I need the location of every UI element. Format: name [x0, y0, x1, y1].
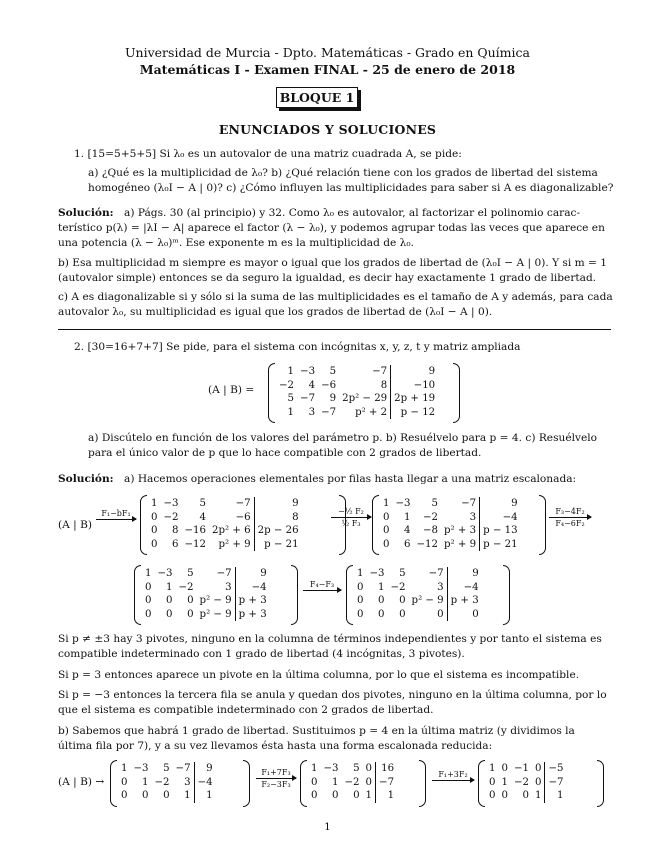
matrix-cell: −2 — [279, 379, 295, 391]
matrix-cell: 9 — [329, 393, 337, 404]
matrix-cell: 0 — [489, 790, 496, 801]
matrix-cell: −3 — [163, 498, 179, 509]
section-title: ENUNCIADOS Y SOLUCIONES — [218, 122, 437, 137]
matrix-cell: 2p + 19 — [391, 392, 438, 406]
matrix-cell: p² − 9 — [411, 595, 444, 606]
matrix-cell: 0 — [365, 776, 373, 788]
matrix-cell: 1 — [184, 790, 191, 801]
matrix-cell: 0 — [151, 511, 158, 523]
matrix-cell: 0 — [166, 608, 173, 620]
q2-matrix — [268, 363, 460, 421]
matrix-cell: 1 — [378, 581, 385, 593]
matrix-cell: −6 — [235, 511, 251, 523]
matrix-step-1 — [140, 495, 346, 553]
matrix-cell: −3 — [323, 763, 339, 774]
matrix-cell: 1 — [489, 763, 496, 774]
matrix-cell: p − 21 — [254, 538, 301, 552]
matrix-cell: p + 3 — [235, 608, 270, 622]
matrix-cell: 2p² + 6 — [212, 525, 251, 536]
matrix-cell: 0 — [166, 595, 173, 606]
case3-line1: Si p = −3 entonces la tercera fila se anula y quedan dos pivotes, ninguno en la última columna, por lo — [58, 689, 607, 701]
university-header: Universidad de Murcia - Dpto. Matemáticas - Grado en Química — [125, 45, 530, 60]
matrix-cell: 8 — [172, 525, 179, 536]
matrix-cell: 1 — [287, 406, 295, 418]
q2-sol-intro: a) Hacemos operaciones elementales por filas hasta llegar a una matriz escalonada: — [124, 473, 577, 485]
matrix-cell: 0 — [145, 595, 152, 606]
matrix-cell: −7 — [372, 366, 388, 377]
partb-line2: última fila por 7), y a su vez llevamos ésta hasta una forma escalonada reducida: — [58, 740, 493, 752]
matrix-row — [276, 392, 438, 406]
matrix-cell: 1 — [151, 498, 158, 509]
q2-parts-line2: para el único valor de p que lo hace compatible con 2 grados de libertad. — [88, 447, 482, 459]
matrix-cell: 0 — [151, 538, 158, 550]
matrix-cell: 1 — [194, 789, 216, 803]
matrix-cell: 0 — [311, 790, 318, 801]
matrix-cell: 0 — [145, 581, 152, 593]
matrix-cell: 1 — [376, 789, 398, 803]
matrix-row — [354, 581, 482, 595]
matrix-cell: 1 — [311, 763, 318, 774]
q1-parts-line2: homogéneo (λ₀I − A | 0)? c) ¿Cómo influyen las multiplicidades para saber si A es diagonalizable? — [88, 182, 614, 194]
q2-step-label: (A | B) — [58, 519, 93, 531]
matrix-cell: p² + 2 — [355, 406, 388, 418]
matrix-cell: p² + 9 — [218, 538, 251, 550]
matrix-cell: −7 — [461, 498, 477, 509]
matrix-row — [276, 365, 438, 379]
matrix-cell: p + 3 — [235, 594, 270, 608]
matrix-row — [380, 524, 521, 538]
matrix-cell: −3 — [157, 568, 173, 579]
op-arrow-4: F₄−F₃ — [303, 580, 341, 592]
matrix-cell: 0 — [501, 790, 508, 801]
matrix-cell: −4 — [235, 581, 270, 595]
matrix-cell: 1 — [357, 568, 364, 579]
q1-sol-a-line1: a) Págs. 30 (al principio) y 32. Como λ₀ es autovalor, al factorizar el polinomio carac- — [124, 207, 581, 219]
matrix-row — [308, 776, 397, 790]
matrix-cell: 0 — [399, 608, 406, 620]
matrix-row — [354, 567, 482, 581]
q2-statement: 2. [30=16+7+7] Se pide, para el sistema con incógnitas x, y, z, t y matriz ampliada — [74, 341, 521, 353]
matrix-cell: p − 13 — [480, 524, 521, 538]
q1-parts-line1: a) ¿Qué es la multiplicidad de λ₀? b) ¿Qué relación tiene con los grados de libertad del sistema — [88, 167, 598, 179]
matrix-cell: 1 — [535, 790, 542, 801]
matrix-cell: 0 — [311, 776, 318, 788]
matrix-cell: −4 — [480, 511, 521, 525]
matrix-cell: 0 — [145, 608, 152, 620]
matrix-cell: 3 — [308, 406, 316, 418]
matrix-cell: 4 — [308, 379, 316, 391]
matrix-cell: 1 — [166, 581, 173, 593]
matrix-row — [118, 776, 216, 790]
matrix-cell: −7 — [235, 498, 251, 509]
case1-line1: Si p ≠ ±3 hay 3 pivotes, ninguno en la columna de términos independientes y por tanto el sistema es — [58, 633, 602, 645]
matrix-cell: 1 — [332, 776, 339, 788]
matrix-cell: 0 — [121, 776, 128, 788]
matrix-cell: 0 — [163, 790, 170, 801]
matrix-cell: −1 — [513, 763, 529, 774]
matrix-cell: 3 — [437, 581, 444, 593]
matrix-cell: −12 — [416, 538, 439, 550]
q1-statement: 1. [15=5+5+5] Si λ₀ es un autovalor de una matriz cuadrada A, se pide: — [74, 148, 462, 160]
matrix-cell: 6 — [404, 538, 411, 550]
matrix-cell: p − 21 — [480, 538, 521, 552]
matrix-cell: 0 — [151, 525, 158, 536]
matrix-cell: 5 — [399, 568, 406, 579]
matrix-cell: 0 — [399, 595, 406, 606]
matrix-cell: −10 — [391, 379, 438, 393]
matrix-cell: 9 — [447, 567, 482, 581]
matrix-cell: 0 — [489, 776, 496, 788]
matrix-row — [354, 608, 482, 622]
matrix-cell: 0 — [447, 608, 482, 622]
partb-line1: b) Sabemos que habrá 1 grado de libertad. Sustituimos p = 4 en la última matriz (y dividimos la — [58, 725, 575, 737]
matrix-cell: 1 — [501, 776, 508, 788]
matrix-cell: 5 — [329, 366, 337, 377]
q1-sol-b-line2: (autovalor simple) entonces se da seguro la igualdad, es decir hay exactamente 1 grado de libertad. — [58, 272, 597, 284]
matrix-cell: p² + 3 — [444, 525, 477, 536]
matrix-cell: 0 — [353, 790, 360, 801]
matrix-row — [142, 594, 270, 608]
matrix-cell: 1 — [365, 790, 373, 801]
q1-sol-a-line3: una potencia (λ − λ₀)ᵐ. Ese exponente m es la multiplicidad de λ₀. — [58, 237, 414, 249]
matrix-cell: −12 — [184, 538, 207, 550]
exam-title: Matemáticas I - Examen FINAL - 25 de enero de 2018 — [139, 62, 516, 77]
matrix-cell: −3 — [395, 498, 411, 509]
matrix-cell: −4 — [447, 581, 482, 595]
matrix-cell: −7 — [428, 568, 444, 579]
matrix-cell: 9 — [235, 567, 270, 581]
matrix-row — [118, 789, 216, 803]
matrix-cell: 1 — [404, 511, 411, 523]
matrix-row — [118, 762, 216, 776]
matrix-cell: 0 — [332, 790, 339, 801]
matrix-row — [308, 762, 397, 776]
matrix-cell: 0 — [501, 763, 508, 774]
matrix-cell: 2p − 26 — [254, 524, 301, 538]
matrix-cell: 0 — [378, 595, 385, 606]
matrix-cell: p + 3 — [447, 594, 482, 608]
matrix-cell: −2 — [178, 581, 194, 593]
matrix-cell: 0 — [383, 511, 390, 523]
matrix-cell: −16 — [184, 525, 207, 536]
matrix-cell: 1 — [287, 366, 295, 377]
q1-sol-c-line1: c) A es diagonalizable si y sólo si la suma de las multiplicidades es el tamaño de A y además, para cada — [58, 291, 613, 303]
matrix-row — [148, 538, 302, 552]
matrix-cell: 0 — [522, 790, 529, 801]
matrix-cell: 5 — [353, 763, 360, 774]
matrix-cell: −2 — [422, 511, 439, 523]
matrix-row — [276, 379, 438, 393]
matrix-cell: 5 — [431, 498, 439, 509]
case3-line2: que el sistema es compatible indeterminado con 2 grados de libertad. — [58, 704, 434, 716]
partb-label: (A | B) → — [58, 776, 105, 788]
matrix-cell: 0 — [357, 581, 364, 593]
matrix-cell: 0 — [383, 525, 390, 536]
matrix-row — [486, 776, 567, 790]
matrix-cell: 3 — [469, 511, 477, 523]
matrix-cell: 8 — [254, 511, 301, 525]
q2-matrix-label: (A | B) = — [208, 384, 255, 396]
matrix-cell: 5 — [187, 568, 194, 579]
matrix-row — [142, 581, 270, 595]
matrix-row — [380, 511, 521, 525]
matrix-cell: −3 — [369, 568, 385, 579]
matrix-cell: −2 — [163, 511, 179, 523]
matrix-step-3 — [134, 565, 298, 623]
matrix-cell: p² − 9 — [199, 595, 232, 606]
matrix-cell: 0 — [187, 608, 194, 620]
matrix-cell: 9 — [480, 497, 521, 511]
matrix-cell: p − 12 — [391, 406, 438, 420]
matrix-cell: p² − 9 — [199, 608, 232, 620]
matrix-cell: −2 — [390, 581, 406, 593]
matrix-cell: 0 — [437, 608, 444, 620]
matrix-row — [380, 497, 521, 511]
matrix-cell: 0 — [378, 608, 385, 620]
matrix-cell: 3 — [225, 581, 232, 593]
q1-sol-a-line2: terístico p(λ) = |λI − A| aparece el factor (λ − λ₀), y podemos agrupar todas las veces que aparece en — [58, 222, 605, 234]
matrix-step-4 — [346, 565, 510, 623]
matrix-cell: −3 — [133, 763, 149, 774]
matrix-cell: 4 — [404, 525, 411, 536]
matrix-row — [486, 762, 567, 776]
matrix-cell: 9 — [254, 497, 301, 511]
matrix-cell: p² + 9 — [444, 538, 477, 550]
matrix-cell: 6 — [172, 538, 179, 550]
matrix-cell: −7 — [321, 406, 337, 418]
matrix-cell: 0 — [142, 790, 149, 801]
matrix-cell: 1 — [142, 776, 149, 788]
matrix-row — [380, 538, 521, 552]
op-arrow-b2: F₁+3F₂ — [432, 770, 474, 782]
matrix-cell: 2p² − 29 — [342, 393, 388, 404]
q1-sol-c-line2: autovalor λ₀, su multiplicidad es igual que los grados de libertad de (λ₀I − A | 0). — [58, 306, 493, 318]
matrix-row — [148, 511, 302, 525]
matrix-cell: 0 — [365, 763, 373, 774]
q1-sol-b-line1: b) Esa multiplicidad m siempre es mayor o igual que los grados de libertad de (λ₀I − A | 0). Y si m = 1 — [58, 257, 608, 269]
q2-solution-label: Solución: — [58, 473, 114, 485]
matrix-row — [354, 594, 482, 608]
matrix-row — [148, 524, 302, 538]
case1-line2: compatible indeterminado con 1 grado de libertad (4 incógnitas, 3 pivotes). — [58, 648, 465, 660]
matrix-cell: 1 — [121, 763, 128, 774]
matrix-cell: 8 — [380, 379, 388, 391]
matrix-row — [148, 497, 302, 511]
matrix-cell: 0 — [383, 538, 390, 550]
matrix-row — [142, 608, 270, 622]
matrix-cell: 0 — [187, 595, 194, 606]
matrix-cell: 0 — [357, 595, 364, 606]
matrix-cell: 5 — [199, 498, 207, 509]
op-arrow-1: F₁−bF₁ — [96, 509, 136, 521]
matrix-cell: 1 — [145, 568, 152, 579]
op-arrow-3: F₃−4F₂ F₄−6F₂ — [549, 507, 591, 528]
matrix-cell: −7 — [545, 776, 567, 790]
bloque-box: BLOQUE 1 — [276, 87, 358, 108]
matrix-step-2 — [372, 495, 546, 553]
matrix-cell: −7 — [175, 763, 191, 774]
matrix-cell: −5 — [545, 762, 567, 776]
matrix-cell: −8 — [422, 525, 439, 536]
matrix-cell: 0 — [357, 608, 364, 620]
matrix-cell: 4 — [199, 511, 207, 523]
matrix-row — [308, 789, 397, 803]
matrix-cell: 1 — [383, 498, 390, 509]
matrix-cell: 0 — [535, 776, 542, 788]
matrix-cell: −7 — [216, 568, 232, 579]
matrix-row — [276, 406, 438, 420]
matrix-cell: 5 — [163, 763, 170, 774]
page-number: 1 — [324, 821, 331, 833]
op-arrow-2: −½ F₂ ½ F₃ — [331, 507, 371, 528]
matrix-cell: −2 — [344, 776, 360, 788]
case2: Si p = 3 entonces aparece un pivote en la última columna, por lo que el sistema es incompatible. — [58, 669, 580, 681]
matrix-cell: 1 — [545, 789, 567, 803]
matrix-cell: −4 — [194, 776, 216, 790]
matrix-row — [486, 789, 567, 803]
matrix-cell: 5 — [287, 393, 295, 404]
matrix-cell: 0 — [121, 790, 128, 801]
matrix-cell: 0 — [535, 763, 542, 774]
op-arrow-b1: F₁+7F₃ F₂−3F₃ — [256, 768, 296, 789]
matrix-cell: 9 — [391, 365, 438, 379]
q1-solution-label: Solución: — [58, 207, 114, 219]
matrix-cell: −6 — [321, 379, 337, 391]
matrix-cell: 16 — [376, 762, 398, 776]
matrix-cell: −7 — [376, 776, 398, 790]
matrix-b3 — [478, 760, 604, 805]
matrix-b2 — [300, 760, 426, 805]
q2-parts-line1: a) Discútelo en función de los valores del parámetro p. b) Resuélvelo para p = 4. c) Resuélvelo — [88, 432, 598, 444]
matrix-cell: 9 — [194, 762, 216, 776]
matrix-cell: −7 — [300, 393, 316, 404]
section-divider — [58, 329, 611, 330]
matrix-cell: −2 — [513, 776, 529, 788]
matrix-row — [142, 567, 270, 581]
matrix-b1 — [110, 760, 250, 805]
matrix-cell: −2 — [154, 776, 170, 788]
matrix-cell: 3 — [184, 776, 191, 788]
matrix-cell: −3 — [300, 366, 316, 377]
